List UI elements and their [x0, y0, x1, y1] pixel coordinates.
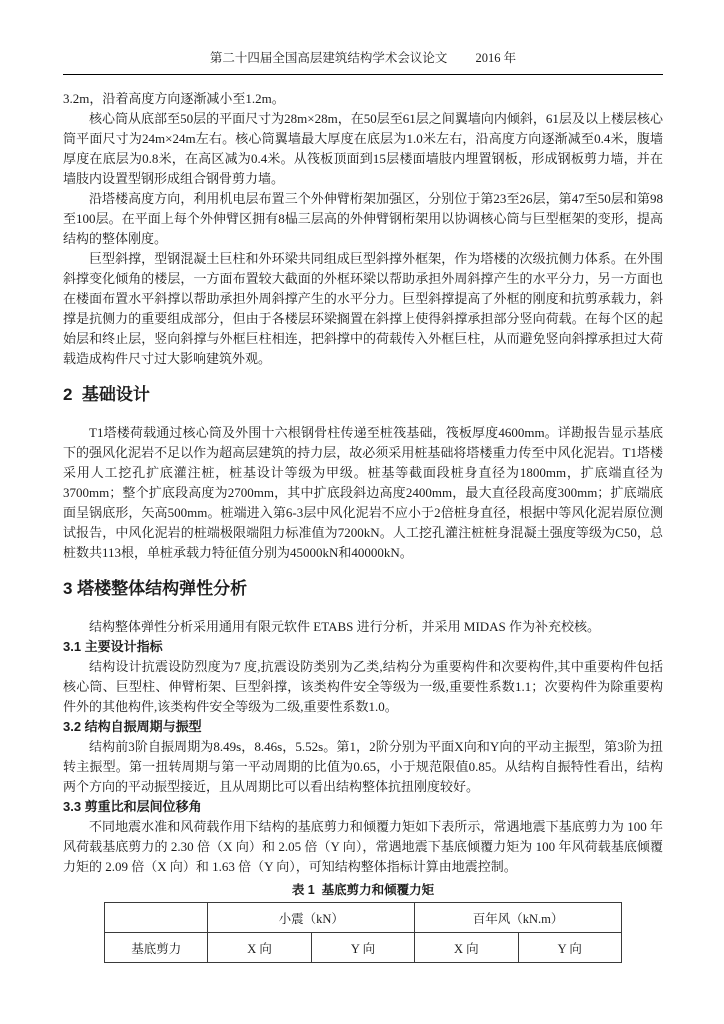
paragraph-megabrace: 巨型斜撑，型钢混凝土巨柱和外环梁共同组成巨型斜撑外框架，作为塔楼的次级抗侧力体系。在外围斜撑变化倾角的楼层，一方面布置较大截面的外框环梁以帮助承担外周斜撑产生的水平分力，另一方面也在楼面布置水平斜撑以帮助承担外周斜撑产生的水平分力。巨型斜撑提高了外框的刚度和抗剪承载力，斜撑是抗侧力的重要组成部分，但由于各楼层环梁搁置在斜撑上使得斜撑承担部分竖向荷载。在每个区的起始层和终止层，竖向斜撑与外框巨柱相连，把斜撑中的荷载传入外框巨柱，从而避免竖向斜撑承担过大荷载造成构件尺寸过大影响建筑外观。	[63, 251, 663, 366]
paragraph-outrigger: 沿塔楼高度方向，利用机电层布置三个外伸臂桁架加强区，分别位于第23至26层，第47至50层和第98至100层。在平面上每个外伸臂区拥有8榀三层高的外伸臂钢桁架用以协调核心筒与巨型框架的变形，提高结构的整体刚度。	[63, 191, 663, 246]
table-cell-quake-y: Y 向	[311, 933, 414, 963]
running-head	[63, 50, 663, 66]
table-row-directions	[105, 933, 622, 963]
section-2-heading: 2 基础设计	[63, 385, 150, 404]
table-row-group-header	[105, 903, 622, 933]
conference-title: 第二十四届全国高层建筑结构学术会议论文	[209, 51, 448, 65]
subsection-3-1-heading: 3.1 主要设计指标	[63, 639, 163, 654]
paragraph-foundation: T1塔楼荷载通过核心筒及外围十六根钢骨柱传递至桩筏基础，筏板厚度4600mm。详勘报告显示基底下的强风化泥岩不足以作为超高层建筑的持力层，故必须采用桩基础将塔楼重力传至中风化泥岩。T1塔楼采用人工挖孔扩底灌注桩，桩基设计等级为甲级。桩基等截面段桩身直径为1800mm，扩底端直径为3700mm；整个扩底段高度为2700mm，其中扩底段斜边高度2400mm，最大直径段高度300mm；扩底端底面呈锅底形，矢高500mm。桩端进入第6-3层中风化泥岩不应小于2倍桩身直径，根据中等风化泥岩原位测试报告，中风化泥岩的桩端极限端阻力标准值为7200kN。人工挖孔灌注桩桩身混凝土强度等级为C50，总桩数共113根，单桩承载力特征值分别为45000kN和40000kN。	[63, 425, 663, 560]
subsection-3-3-heading: 3.3 剪重比和层间位移角	[63, 799, 202, 814]
table-1-caption: 表 1 基底剪力和倾覆力矩	[291, 883, 435, 897]
paper-body	[63, 89, 663, 963]
paragraph-continuation: 3.2m，沿着高度方向逐渐减小至1.2m。	[63, 91, 285, 106]
table-cell-blank	[105, 903, 208, 933]
paragraph-vibration-periods: 结构前3阶自振周期为8.49s，8.46s，5.52s。第1，2阶分别为平面X向和Y向的平动主振型，第3阶为扭转主振型。第一扭转周期与第一平动周期的比值为0.65，小于规范限值0.85。从结构自振特性看出，结构两个方向的平动振型接近，且从周期比可以看出结构整体抗扭刚度较好。	[63, 739, 663, 794]
conference-year: 2016 年	[475, 51, 517, 65]
table-cell-wind-y: Y 向	[518, 933, 621, 963]
table-cell-wind-x: X 向	[415, 933, 518, 963]
paragraph-design-criteria: 结构设计抗震设防烈度为7 度,抗震设防类别为乙类,结构分为重要构件和次要构件,其中重要构件包括核心筒、巨型柱、伸臂桁架、巨型斜撑，该类构件安全等级为一级,重要性系数1.1；次要构件为除重要构件外的其他构件,该类构件安全等级为二级,重要性系数1.0。	[63, 659, 663, 714]
subsection-3-2-heading: 3.2 结构自振周期与振型	[63, 719, 202, 734]
paragraph-shear-weight: 不同地震水准和风荷载作用下结构的基底剪力和倾覆力矩如下表所示，常遇地震下基底剪力为 100 年风荷载基底剪力的 2.30 倍（X 向）和 2.05 倍（Y 向），常遇地震下基底倾覆力矩为 100 年风荷载基底倾覆力矩的 2.09 倍（X 向）和 1.63 倍（Y 向），可知结构整体指标计算由地震控制。	[63, 819, 663, 874]
paragraph-analysis-intro: 结构整体弹性分析采用通用有限元软件 ETABS 进行分析，并采用 MIDAS 作为补充校核。	[89, 619, 601, 634]
header-rule	[63, 74, 663, 75]
paragraph-core-tube: 核心筒从底部至50层的平面尺寸为28m×28m，在50层至61层之间翼墙向内倾斜，61层及以上楼层核心筒平面尺寸为24m×24m左右。核心筒翼墙最大厚度在底层为1.0米左右，沿高度方向逐渐减至0.4米，腹墙厚度在底层为0.8米，在高区减为0.4米。从筏板顶面到15层楼面墙肢内埋置钢板，形成钢板剪力墙，并在墙肢内设置型钢形成组合钢骨剪力墙。	[63, 111, 663, 186]
table-cell-minor-quake: 小震（kN）	[208, 903, 415, 933]
table-1-base-shear	[104, 902, 622, 963]
table-cell-base-shear-label: 基底剪力	[105, 933, 208, 963]
table-cell-quake-x: X 向	[208, 933, 311, 963]
table-cell-hundred-year-wind: 百年风（kN.m）	[415, 903, 622, 933]
page-header	[63, 50, 663, 75]
section-3-heading: 3 塔楼整体结构弹性分析	[63, 579, 248, 598]
